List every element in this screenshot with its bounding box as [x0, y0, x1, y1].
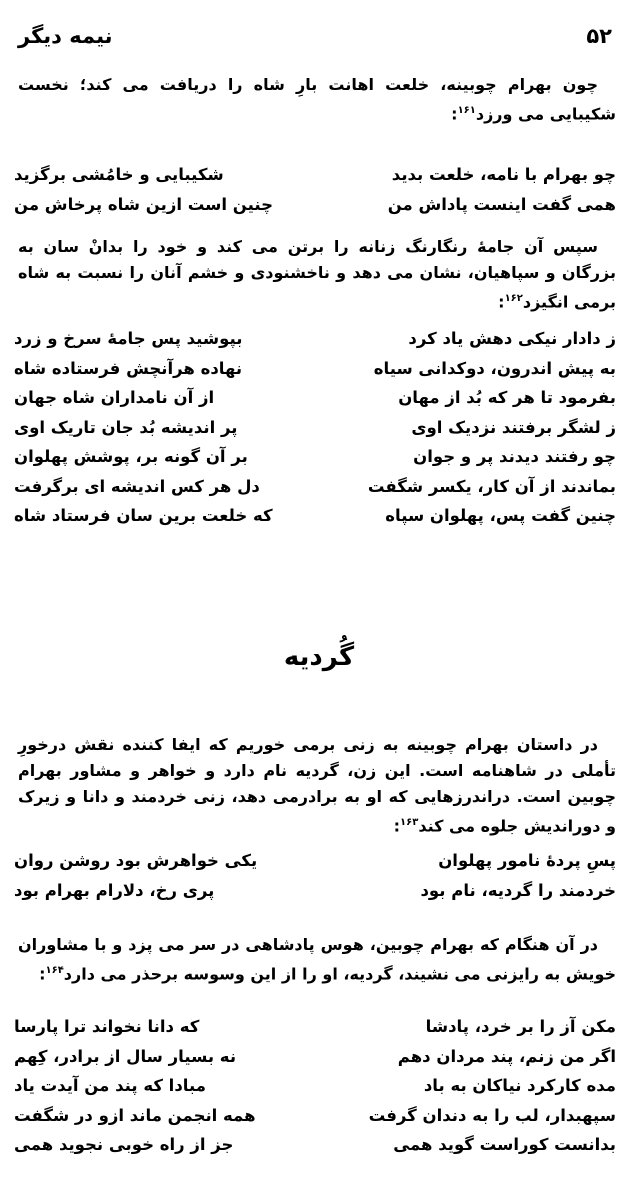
paragraph-text: در داستان بهرام چوبینه به زنی برمی خوریم که ایفا کننده نقش درخورِ تأملی در شاهنامه است. این زن، گردیه نام دارد و خواهر و مشاور بهرام چوبین است. دراندرزهایی که او به برادرمی دهد، زنی خردمند و دانا و زیرک و دوراندیش جلوه می کند: [18, 735, 616, 836]
paragraph-4: در آن هنگام که بهرام چوبین، هوس پادشاهی در سر می پزد و با مشاوران خویش به رایزنی می نشیند، گردیه، او را از این وسوسه برحذر می دارد$^{۱۶۴}$:: [18, 935, 616, 984]
verse-first-hemistich: مکن آز را بر خرد، پادشا: [425, 1017, 616, 1036]
running-title: نیمه دیگر: [18, 24, 113, 48]
verse-first-hemistich: اگر من زنم، پند مردان دهم: [397, 1046, 616, 1066]
verse-first-hemistich: بماندند از آن کار، یکسر شگفت: [367, 476, 616, 496]
verse-block-2: [14, 324, 616, 531]
verse-row: [14, 442, 616, 472]
verse-block-1: [14, 160, 616, 219]
verse-second-hemistich: از آن نامداران شاه جهان: [14, 388, 215, 407]
verse-first-hemistich: ز دادار نیکی دهش یاد کرد: [408, 329, 616, 348]
verse-row: [14, 1042, 616, 1072]
footnote-marker: ۱۶۲: [504, 293, 523, 304]
verse-row: [14, 1071, 616, 1101]
verse-row: [14, 1101, 616, 1131]
verse-row: [14, 160, 616, 190]
paragraph-text: در آن هنگام که بهرام چوبین، هوس پادشاهی در سر می پزد و با مشاوران خویش به رایزنی می نشیند، گردیه، او را از این وسوسه برحذر می دارد: [18, 935, 616, 984]
verse-second-hemistich: شکیبایی و خامُشی برگزید: [14, 165, 224, 184]
page-number: ۵۲: [586, 24, 612, 48]
verse-row: [14, 354, 616, 384]
verse-second-hemistich: جز از راه خوبی نجوید همی: [14, 1135, 234, 1154]
paragraph-text: چون بهرام چوبینه، خلعت اهانت بارِ شاه را دریافت می کند؛ نخست شکیبایی می ورزد: [18, 75, 616, 124]
footnote-marker: ۱۶۳: [400, 817, 419, 828]
verse-second-hemistich: نهاده هرآنچش فرستاده شاه: [14, 358, 243, 378]
page-header: [18, 24, 612, 54]
verse-second-hemistich: بپوشید پس جامهٔ سرخ و زرد: [14, 329, 243, 348]
section-title: گُردیه: [283, 642, 355, 672]
verse-second-hemistich: بر آن گونه بر، پوشش پهلوان: [14, 447, 248, 466]
verse-second-hemistich: که دانا نخواند ترا پارسا: [14, 1017, 200, 1036]
verse-second-hemistich: که خلعت برین سان فرستاد شاه: [14, 506, 273, 525]
verse-first-hemistich: چو رفتند دیدند پر و جوان: [413, 447, 616, 466]
verse-first-hemistich: چنین گفت پس، پهلوان سپاه: [385, 506, 616, 525]
footnote-marker: ۱۶۴: [45, 965, 64, 976]
footnote-marker: ۱۶۱: [457, 105, 476, 116]
verse-row: [14, 413, 616, 443]
verse-second-hemistich: پری رخ، دلارام بهرام بود: [14, 880, 215, 900]
verse-row: [14, 846, 616, 876]
verse-first-hemistich: چو بهرام با نامه، خلعت بدید: [391, 165, 616, 184]
verse-first-hemistich: خردمند را گردیه، نام بود: [420, 880, 616, 900]
paragraph-2: سپس آن جامهٔ رنگارنگ زنانه را برتن می کند و خود را بدانْ سان به بزرگان و سپاهیان، نشان می دهد و ناخشنودی و خشم آنان را نسبت به شاه برمی انگیزد$^{۱۶۲}$:: [18, 237, 616, 312]
verse-block-4: [14, 1012, 616, 1160]
verse-row: [14, 472, 616, 502]
verse-second-hemistich: همه انجمن ماند ازو در شگفت: [14, 1105, 256, 1125]
paragraph-text: سپس آن جامهٔ رنگارنگ زنانه را برتن می کند و خود را بدانْ سان به بزرگان و سپاهیان، نشان می دهد و ناخشنودی و خشم آنان را نسبت به شاه برمی انگیزد: [18, 237, 616, 312]
verse-row: [14, 1012, 616, 1042]
verse-first-hemistich: مده کارکرد نیاکان به باد: [423, 1076, 616, 1095]
verse-row: [14, 324, 616, 354]
verse-first-hemistich: به پیش اندرون، دوکدانی سیاه: [373, 358, 616, 378]
verse-second-hemistich: نه بسیار سال از برادر، کِهم: [14, 1046, 237, 1066]
verse-first-hemistich: همی گفت اینست پاداش من: [387, 194, 616, 214]
verse-second-hemistich: پر اندیشه بُد جان تاریک اوی: [14, 417, 238, 437]
verse-first-hemistich: بفرمود تا هر که بُد از مهان: [398, 388, 616, 407]
verse-second-hemistich: یکی خواهرش بود روشن روان: [14, 851, 258, 870]
verse-block-3: [14, 846, 616, 905]
verse-row: [14, 876, 616, 906]
verse-first-hemistich: سپهبدار، لب را به دندان گرفت: [368, 1105, 616, 1125]
verse-row: [14, 501, 616, 531]
paragraph-3: در داستان بهرام چوبینه به زنی برمی خوریم که ایفا کننده نقش درخورِ تأملی در شاهنامه است. این زن، گردیه نام دارد و خواهر و مشاور بهرام چوبین است. دراندرزهایی که او به برادرمی دهد، زنی خردمند و دانا و زیرک و دوراندیش جلوه می کند$^{۱۶۳}$:: [18, 735, 616, 836]
paragraph-1: چون بهرام چوبینه، خلعت اهانت بارِ شاه را دریافت می کند؛ نخست شکیبایی می ورزد$^{۱۶۱}$:: [18, 75, 616, 124]
verse-first-hemistich: بدانست کوراست گوید همی: [393, 1135, 616, 1154]
verse-first-hemistich: ز لشگر برفتند نزدیک اوی: [411, 417, 616, 437]
verse-second-hemistich: مبادا که پند من آیدت یاد: [14, 1076, 206, 1095]
verse-row: [14, 383, 616, 413]
verse-row: [14, 1130, 616, 1160]
verse-second-hemistich: دل هر کس اندیشه ای برگرفت: [14, 476, 260, 496]
verse-first-hemistich: پسِ پردهٔ نامور پهلوان: [438, 851, 616, 870]
verse-second-hemistich: چنین است ازین شاه پرخاش من: [14, 194, 274, 214]
verse-row: [14, 190, 616, 220]
